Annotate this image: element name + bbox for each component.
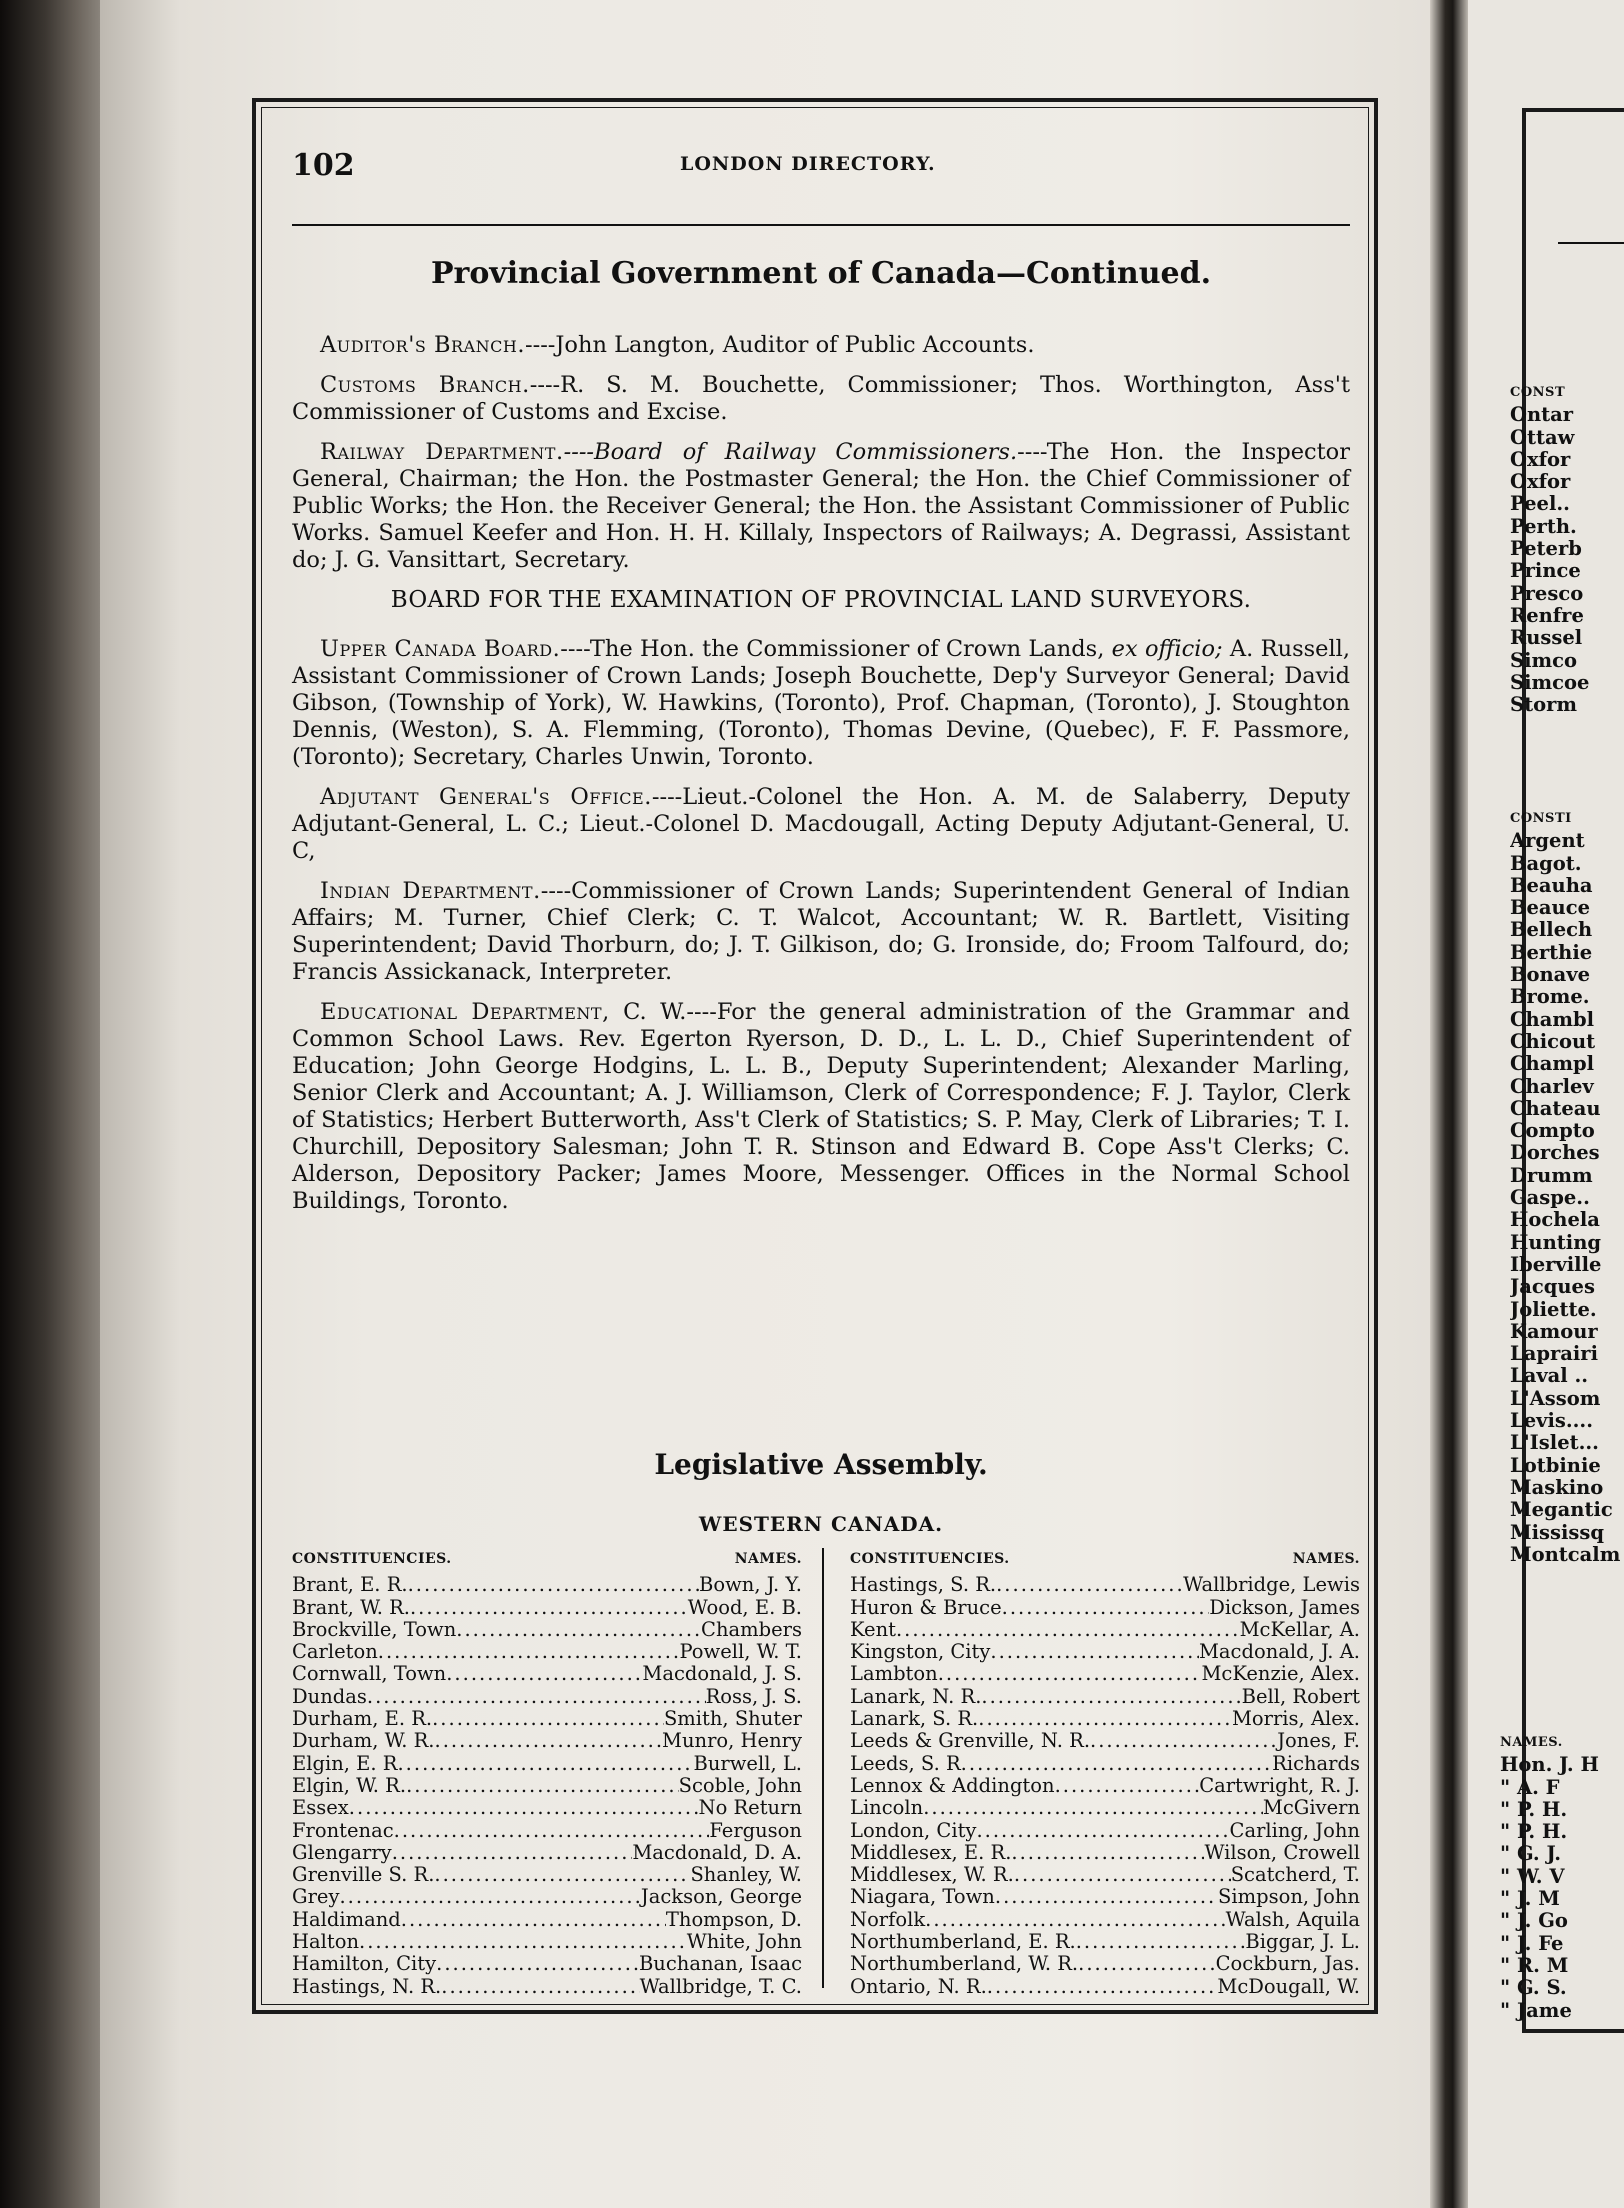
facing-list-item: Berthie <box>1510 940 1593 964</box>
dot-leader <box>896 1619 1240 1641</box>
facing-list-item: Ottaw <box>1510 425 1575 449</box>
facing-list-item: Bagot. <box>1510 851 1582 875</box>
facing-list-item: Montcalm <box>1510 1542 1621 1566</box>
dot-leader <box>1011 1842 1204 1864</box>
educational-heading: Educational Department, <box>320 999 610 1025</box>
dot-leader <box>441 1976 639 1998</box>
page-number: 102 <box>292 148 355 183</box>
constituency-name: Northumberland, W. R. <box>850 1953 1079 1976</box>
constituency-row <box>850 1663 1360 1685</box>
constituency-row <box>292 1797 802 1819</box>
dot-leader <box>378 1641 680 1663</box>
facing-list-item: Chateau <box>1510 1096 1601 1120</box>
auditor-paragraph <box>292 332 1350 359</box>
constituency-name: Elgin, W. R. <box>292 1774 407 1797</box>
dot-leader <box>456 1619 701 1641</box>
facing-list-item: Bonave <box>1510 963 1591 987</box>
member-name: Walsh, Aquila <box>1225 1908 1360 1931</box>
auditor-text: ----John Langton, Auditor of Public Accounts. <box>525 332 1035 358</box>
upper-canada-heading: Upper Canada Board. <box>320 636 561 662</box>
constituency-name: Northumberland, E. R. <box>850 1931 1076 1954</box>
column-header <box>292 1548 802 1570</box>
member-name: Burwell, L. <box>693 1752 802 1775</box>
constituency-name: Cornwall, Town <box>292 1663 447 1686</box>
constituency-row <box>850 1574 1360 1596</box>
constituency-row <box>292 1597 802 1619</box>
constituency-row <box>850 1820 1360 1842</box>
dot-leader <box>925 1909 1225 1931</box>
customs-paragraph <box>292 372 1350 426</box>
facing-list-item: Prince <box>1510 559 1581 583</box>
dot-leader <box>990 1641 1199 1663</box>
member-name: Jones, F. <box>1277 1730 1360 1753</box>
member-name: Wilson, Crowell <box>1204 1841 1360 1864</box>
constituency-row <box>850 1931 1360 1953</box>
dot-leader <box>397 1753 693 1775</box>
constituency-name: Lincoln <box>850 1797 924 1820</box>
constituency-row <box>292 1753 802 1775</box>
dot-leader <box>434 1864 690 1886</box>
constituency-list-left <box>292 1574 802 1998</box>
constituency-name: Hastings, S. R. <box>850 1574 997 1597</box>
constituency-row <box>292 1886 802 1908</box>
member-name: Jackson, George <box>640 1886 802 1909</box>
member-name: Biggar, J. L. <box>1245 1931 1360 1954</box>
member-name: Carling, John <box>1229 1819 1360 1842</box>
dot-leader <box>987 1976 1218 1998</box>
constituency-row <box>292 1574 802 1596</box>
dot-leader <box>408 1574 699 1596</box>
adjutant-paragraph <box>292 784 1350 865</box>
dot-leader <box>976 1820 1229 1842</box>
facing-list-item: Argent <box>1510 829 1585 853</box>
dot-leader <box>1014 1864 1231 1886</box>
constituency-name: Carleton <box>292 1641 378 1664</box>
member-name: White, John <box>686 1931 802 1954</box>
constituency-row <box>850 1597 1360 1619</box>
facing-list-item: Simco <box>1510 648 1578 672</box>
member-name: Bell, Robert <box>1241 1685 1360 1708</box>
facing-list-item: Renfre <box>1510 603 1584 627</box>
member-name: Munro, Henry <box>662 1730 802 1753</box>
railway-paragraph <box>292 439 1350 574</box>
constituency-name: Durham, W. R. <box>292 1730 435 1753</box>
facing-list-item: Oxfor <box>1510 470 1571 494</box>
facing-list-item: Charlev <box>1510 1074 1594 1098</box>
constituency-row <box>850 1730 1360 1752</box>
constituency-name: Kingston, City <box>850 1641 991 1664</box>
column-header <box>850 1548 1360 1570</box>
constituency-row <box>292 1864 802 1886</box>
constituency-row <box>292 1842 802 1864</box>
facing-list-2 <box>1510 808 1624 1566</box>
constituency-row <box>292 1931 802 1953</box>
constituency-row <box>850 1842 1360 1864</box>
facing-list-item: " G. J. <box>1500 1842 1561 1866</box>
facing-list-item: Peel.. <box>1510 492 1570 516</box>
railway-heading: Railway Department. <box>320 439 564 465</box>
names-label: NAMES. <box>734 1551 802 1567</box>
constituency-name: Halton <box>292 1931 360 1954</box>
running-head: LONDON DIRECTORY. <box>680 153 936 175</box>
dot-leader <box>435 1730 663 1752</box>
constituency-row <box>292 1730 802 1752</box>
constituency-row <box>850 1686 1360 1708</box>
upper-canada-text-a: ----The Hon. the Commissioner of Crown Lands, <box>560 636 1112 662</box>
facing-list-item: Drumm <box>1510 1163 1593 1187</box>
facing-list-item: " R. M <box>1500 1953 1569 1977</box>
member-name: Scatcherd, T. <box>1230 1864 1360 1887</box>
constituency-row <box>850 1976 1360 1998</box>
constituency-row <box>850 1909 1360 1931</box>
member-name: Wallbridge, Lewis <box>1183 1574 1360 1597</box>
facing-list-item: Maskino <box>1510 1475 1604 1499</box>
constituency-column-right <box>850 1548 1360 1998</box>
facing-list-item: Beauce <box>1510 896 1590 920</box>
member-name: No Return <box>698 1797 802 1820</box>
indian-heading: Indian Department. <box>320 878 541 904</box>
facing-list-item: Laprairi <box>1510 1342 1598 1366</box>
facing-list-item: " A. F <box>1500 1775 1560 1799</box>
constituency-name: Brockville, Town <box>292 1618 457 1641</box>
indian-text: ----Commissioner of Crown Lands; Superintendent General of Indian Affairs; M. Turner, Chief Clerk; C. T. Walcot, Accountant; W. R. Bartlett, Visiting Superintendent; David Thorburn, do; J. T. Gilkison, do; G. Ironside, do; Froom Talfourd, do; Francis Assickanack, Interpreter. <box>292 878 1351 985</box>
constituency-name: Kent <box>850 1618 896 1641</box>
dot-leader <box>961 1753 1272 1775</box>
constituency-list-right <box>850 1574 1360 1998</box>
constituency-row <box>850 1708 1360 1730</box>
constituency-name: London, City <box>850 1819 977 1842</box>
member-name: Cockburn, Jas. <box>1215 1953 1360 1976</box>
page-gutter <box>1430 0 1468 2208</box>
facing-list-heading: NAMES. <box>1500 1735 1563 1750</box>
dot-leader <box>401 1909 666 1931</box>
facing-list-item: Presco <box>1510 581 1584 605</box>
member-name: Scoble, John <box>678 1774 802 1797</box>
header-rule <box>292 224 1350 226</box>
facing-list-item: Compto <box>1510 1119 1595 1143</box>
constituency-row <box>292 1686 802 1708</box>
constituency-name: Leeds & Grenville, N. R. <box>850 1730 1091 1753</box>
member-name: Shanley, W. <box>690 1864 802 1887</box>
facing-list-item: Ontar <box>1510 403 1574 427</box>
educational-paragraph <box>292 999 1350 1215</box>
facing-page-rule <box>1558 242 1624 244</box>
facing-list-item: L'Assom <box>1510 1386 1601 1410</box>
constituency-row <box>850 1797 1360 1819</box>
facing-list-item: Lotbinie <box>1510 1453 1601 1477</box>
member-name: McKenzie, Alex. <box>1201 1663 1360 1686</box>
facing-list-item: " J. Go <box>1500 1909 1568 1933</box>
dot-leader <box>978 1708 1232 1730</box>
dot-leader <box>406 1775 679 1797</box>
names-label: NAMES. <box>1292 1551 1360 1567</box>
member-name: Chambers <box>701 1618 802 1641</box>
dot-leader <box>367 1686 706 1708</box>
constituency-row <box>292 1775 802 1797</box>
book-spine <box>0 0 100 2208</box>
facing-list-item: Beauha <box>1510 873 1593 897</box>
upper-canada-text-b: A. Russell, Assistant Commissioner of Crown Lands; Joseph Bouchette, Dep'y Surveyor General; David Gibson, (Township of York), W. Hawkins, (Toronto), Prof. Chapman, (Toronto), J. Stoughton Dennis, (Weston), S. A. Flemming, (Toronto), Thomas Devine, (Quebec), F. F. Passmore, (Toronto); Secretary, Charles Unwin, Toronto. <box>292 636 1351 770</box>
constituency-name: Brant, W. R. <box>292 1596 410 1619</box>
constituency-row <box>850 1864 1360 1886</box>
dot-leader <box>436 1953 639 1975</box>
member-name: Wallbridge, T. C. <box>639 1975 802 1998</box>
facing-list-item: " J. M <box>1500 1887 1560 1911</box>
facing-list-item: Iberville <box>1510 1252 1602 1276</box>
facing-list-item: Levis.... <box>1510 1409 1593 1433</box>
customs-text: ----R. S. M. Bouchette, Commissioner; Thos. Worthington, Ass't Commissioner of Customs and Excise. <box>292 372 1350 425</box>
member-name: Smith, Shuter <box>663 1708 802 1731</box>
constituency-name: Middlesex, E. R. <box>850 1841 1012 1864</box>
constituency-row <box>292 1953 802 1975</box>
member-name: McGivern <box>1262 1797 1360 1820</box>
section-title: Provincial Government of Canada—Continued. <box>430 256 1212 291</box>
column-rule <box>822 1548 824 1988</box>
constituency-row <box>850 1953 1360 1975</box>
educational-text: C. W.----For the general administration of the Grammar and Common School Laws. Rev. Egerton Ryerson, D. D., L. L. D., Chief Superintendent of Education; John George Hodgins, L. L. B., Deputy Superintendent; Alexander Marling, Senior Clerk and Accountant; A. J. Williamson, Clerk of Correspondence; F. J. Taylor, Clerk of Statistics; Herbert Butterworth, Ass't Clerk of Statistics; S. P. May, Clerk of Libraries; T. I. Churchill, Depository Salesman; John T. R. Stinson and Edward B. Cope Ass't Clerks; C. Alderson, Depository Packer; James Moore, Messenger. Offices in the Normal School Buildings, Toronto. <box>292 999 1350 1214</box>
member-name: Simpson, John <box>1218 1886 1360 1909</box>
constituency-name: Lambton <box>850 1663 938 1686</box>
adjutant-heading: Adjutant General's Office. <box>320 784 652 810</box>
dot-leader <box>339 1886 640 1908</box>
constituency-name: Ontario, N. R. <box>850 1975 987 1998</box>
facing-list-item: " W. V <box>1500 1864 1565 1888</box>
constituency-column-left <box>292 1548 802 1998</box>
constituency-row <box>850 1753 1360 1775</box>
member-name: Wood, E. B. <box>687 1596 802 1619</box>
member-name: McKellar, A. <box>1239 1618 1360 1641</box>
dot-leader <box>1002 1597 1210 1619</box>
indian-paragraph <box>292 878 1350 986</box>
facing-list-item: Megantic <box>1510 1498 1613 1522</box>
constituency-name: Essex <box>292 1797 349 1820</box>
constituency-name: Brant, E. R. <box>292 1574 408 1597</box>
facing-list-item: Champl <box>1510 1052 1595 1076</box>
dot-leader <box>1078 1953 1215 1975</box>
member-name: Cartwright, R. J. <box>1199 1774 1360 1797</box>
dot-leader <box>1055 1775 1200 1797</box>
facing-list-item: Joliette. <box>1510 1297 1597 1321</box>
constituency-name: Durham, E. R. <box>292 1708 433 1731</box>
constituency-name: Hamilton, City <box>292 1953 437 1976</box>
constituency-name: Norfolk <box>850 1908 926 1931</box>
constituency-row <box>292 1820 802 1842</box>
dot-leader <box>432 1708 664 1730</box>
facing-list-item: Jacques <box>1510 1275 1595 1299</box>
constituency-name: Leeds, S. R <box>850 1752 961 1775</box>
facing-list-item: Laval .. <box>1510 1364 1589 1388</box>
constituency-name: Glengarry <box>292 1841 392 1864</box>
facing-list-3 <box>1500 1732 1624 2022</box>
member-name: Macdonald, D. A. <box>632 1841 802 1864</box>
constituency-row <box>850 1886 1360 1908</box>
member-name: Macdonald, J. A. <box>1198 1641 1360 1664</box>
facing-list-item: " Jame <box>1500 1998 1572 2022</box>
member-name: Thompson, D. <box>665 1908 802 1931</box>
constituency-name: Frontenac <box>292 1819 394 1842</box>
member-name: Ross, J. S. <box>705 1685 802 1708</box>
member-name: Richards <box>1272 1752 1360 1775</box>
constituencies-label: CONSTITUENCIES. <box>850 1551 1010 1567</box>
region-title: WESTERN CANADA. <box>698 1512 944 1536</box>
facing-list-1 <box>1510 382 1624 716</box>
constituency-name: Lanark, N. R. <box>850 1685 982 1708</box>
constituency-row <box>850 1619 1360 1641</box>
dot-leader <box>392 1842 633 1864</box>
facing-list-item: Mississq <box>1510 1520 1604 1544</box>
facing-list-heading: CONST <box>1510 385 1566 400</box>
constituency-name: Lennox & Addington <box>850 1774 1055 1797</box>
constituency-name: Grey <box>292 1886 340 1909</box>
member-name: Bown, J. Y. <box>699 1574 802 1597</box>
constituency-name: Elgin, E. R <box>292 1752 398 1775</box>
dot-leader <box>996 1574 1183 1596</box>
facing-list-item: Oxfor <box>1510 447 1571 471</box>
facing-list-item: Chambl <box>1510 1007 1595 1031</box>
facing-list-item: " P. H. <box>1500 1797 1568 1821</box>
dot-leader <box>1076 1931 1246 1953</box>
member-name: Macdonald, J. S. <box>642 1663 802 1686</box>
constituency-row <box>292 1619 802 1641</box>
facing-list-item: " J. Fe <box>1500 1931 1564 1955</box>
constituencies-label: CONSTITUENCIES. <box>292 1551 452 1567</box>
member-name: Powell, W. T. <box>679 1641 802 1664</box>
constituency-row <box>292 1976 802 1998</box>
constituency-name: Haldimand <box>292 1908 401 1931</box>
dot-leader <box>981 1686 1241 1708</box>
member-name: Ferguson <box>709 1819 802 1842</box>
facing-list-item: " G. S. <box>1500 1976 1567 2000</box>
facing-list-item: Hunting <box>1510 1230 1602 1254</box>
dot-leader <box>1090 1730 1277 1752</box>
facing-list-item: Peterb <box>1510 537 1582 561</box>
facing-list-heading: CONSTI <box>1510 811 1572 826</box>
constituency-name: Middlesex, W. R. <box>850 1864 1014 1887</box>
dot-leader <box>359 1931 687 1953</box>
member-name: Dickson, James <box>1209 1596 1360 1619</box>
constituency-name: Grenville S. R. <box>292 1864 435 1887</box>
facing-list-item: L'Islet... <box>1510 1431 1599 1455</box>
facing-list-item: Storm <box>1510 693 1578 717</box>
constituency-name: Huron & Bruce <box>850 1596 1002 1619</box>
railway-text: ----The Hon. the Inspector General, Chairman; the Hon. the Postmaster General; the Hon. the Chief Commissioner of Public Works; the Hon. the Receiver General; the Hon. the Assistant Commissioner of Public Works. Samuel Keefer and Hon. H. H. Killaly, Inspectors of Railways; A. Degrassi, Assistant do; J. G. Vansittart, Secretary. <box>292 439 1350 573</box>
adjutant-text: ----Lieut.-Colonel the Hon. A. M. de Salaberry, Deputy Adjutant-General, L. C.; Lieut.-Colonel D. Macdougall, Acting Deputy Adjutant-General, U. C, <box>292 784 1350 864</box>
dot-leader <box>410 1597 688 1619</box>
constituency-row <box>850 1641 1360 1663</box>
customs-heading: Customs Branch. <box>320 372 530 398</box>
facing-list-item: Hon. J. H <box>1500 1753 1599 1777</box>
board-title: BOARD FOR THE EXAMINATION OF PROVINCIAL LAND SURVEYORS. <box>390 587 1252 613</box>
constituency-name: Lanark, S. R. <box>850 1708 979 1731</box>
constituency-row <box>850 1775 1360 1797</box>
facing-list-item: Hochela <box>1510 1208 1600 1232</box>
facing-list-item: Kamour <box>1510 1319 1598 1343</box>
assembly-title: Legislative Assembly. <box>654 1448 988 1481</box>
constituency-row <box>292 1909 802 1931</box>
facing-list-item: Brome. <box>1510 985 1590 1009</box>
body-text <box>292 332 1350 1228</box>
facing-list-item: Dorches <box>1510 1141 1600 1165</box>
dot-leader <box>995 1886 1218 1908</box>
facing-list-item: Bellech <box>1510 918 1593 942</box>
facing-list-item: Gaspe.. <box>1510 1186 1590 1210</box>
dot-leader <box>394 1820 710 1842</box>
member-name: Buchanan, Isaac <box>638 1953 802 1976</box>
member-name: McDougall, W. <box>1217 1975 1360 1998</box>
facing-list-item: Simcoe <box>1510 670 1590 694</box>
facing-list-item: Chicout <box>1510 1029 1596 1053</box>
facing-list-item: Russel <box>1510 626 1583 650</box>
constituency-name: Dundas <box>292 1685 367 1708</box>
ex-officio: ex officio; <box>1111 636 1223 662</box>
member-name: Morris, Alex. <box>1231 1708 1360 1731</box>
constituency-row <box>292 1641 802 1663</box>
dot-leader <box>938 1663 1202 1685</box>
facing-list-item: " P. H. <box>1500 1820 1568 1844</box>
dot-leader <box>446 1663 642 1685</box>
upper-canada-paragraph <box>292 636 1350 771</box>
dot-leader <box>349 1797 699 1819</box>
constituency-name: Niagara, Town <box>850 1886 995 1909</box>
constituency-row <box>292 1663 802 1685</box>
railway-board: ----Board of Railway Commissioners. <box>563 439 1018 465</box>
dot-leader <box>923 1797 1263 1819</box>
constituency-name: Hastings, N. R. <box>292 1975 442 1998</box>
constituency-row <box>292 1708 802 1730</box>
facing-list-item: Perth. <box>1510 514 1577 538</box>
auditor-heading: Auditor's Branch. <box>320 332 525 358</box>
